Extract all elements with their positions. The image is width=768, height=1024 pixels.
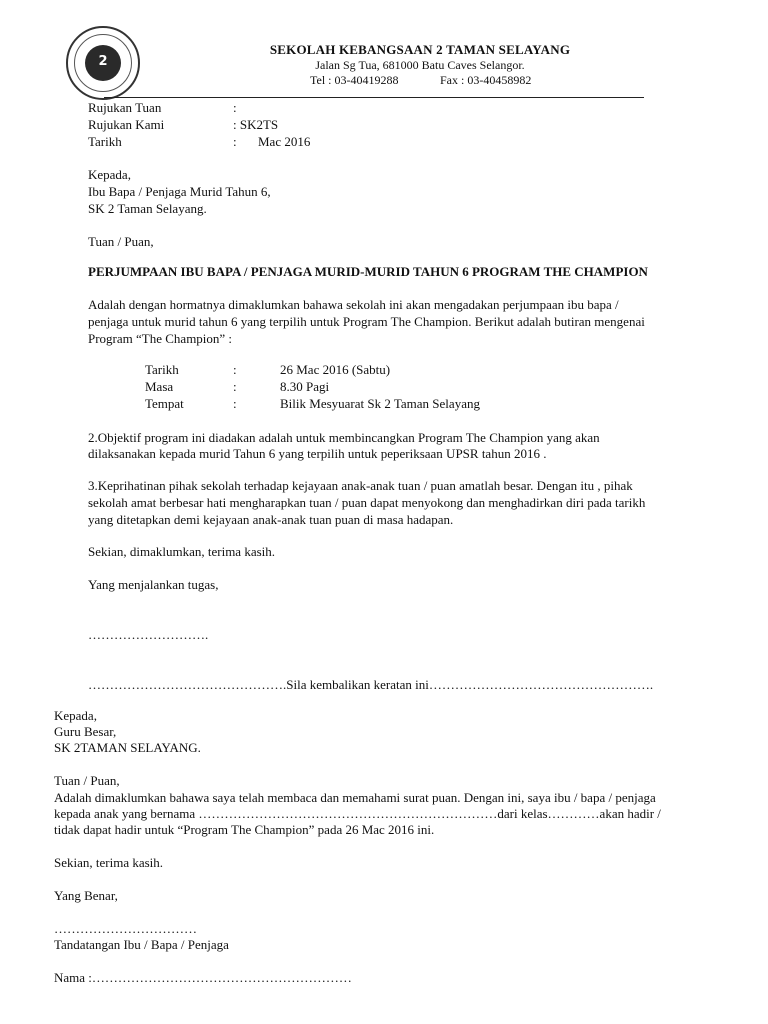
detail-label-tempat: Tempat — [145, 396, 184, 411]
detail-value-tempat: Bilik Mesyuarat Sk 2 Taman Selayang — [280, 396, 480, 411]
para3-line-2: sekolah amat berbesar hati mengharapkan tuan / puan dapat menyokong dan menghadirkan diri pada tarikh — [88, 495, 646, 510]
detail-label-tarikh: Tarikh — [145, 362, 179, 377]
para1-line-2: penjaga untuk murid tahun 6 yang terpilih untuk Program The Champion. Berikut adalah butiran mengenai — [88, 314, 645, 329]
slip-to-line-3: SK 2TAMAN SELAYANG. — [54, 740, 201, 755]
recipient-line-3: SK 2 Taman Selayang. — [88, 201, 207, 216]
sender-designation: Yang menjalankan tugas, — [88, 577, 219, 592]
rujukan-kami-value: : SK2TS — [233, 117, 279, 132]
tarikh-colon: : — [233, 134, 237, 149]
slip-body-line-1: Adalah dimaklumkan bahawa saya telah membaca dan memahami surat puan. Dengan ini, saya ibu / bapa / penjaga — [54, 790, 656, 805]
slip-salutation: Tuan / Puan, — [54, 773, 120, 788]
detail-colon: : — [233, 362, 237, 377]
school-tel: Tel : 03-40419288 — [310, 73, 399, 87]
tarikh-label: Tarikh — [88, 134, 122, 149]
cut-line: ……………………………………….Sila kembalikan keratan ini……………………………………………. — [88, 677, 654, 692]
detail-colon: : — [233, 396, 237, 411]
signature-line: ………………………. — [88, 627, 209, 642]
recipient-line-2: Ibu Bapa / Penjaga Murid Tahun 6, — [88, 184, 271, 199]
para3-line-1: 3.Keprihatinan pihak sekolah terhadap kejayaan anak-anak tuan / puan amatlah besar. Dengan itu , pihak — [88, 478, 633, 493]
slip-closing: Sekian, terima kasih. — [54, 855, 164, 870]
rujukan-tuan-value: : — [233, 100, 237, 115]
para2-line-1: 2.Objektif program ini diadakan adalah untuk membincangkan Program The Champion yang akan — [88, 430, 600, 445]
detail-label-masa: Masa — [145, 379, 174, 394]
header-divider — [104, 97, 644, 98]
slip-signature-line: …………………………… — [54, 921, 197, 936]
school-fax: Fax : 03-40458982 — [440, 73, 532, 87]
slip-signature-label: Tandatangan Ibu / Bapa / Penjaga — [54, 937, 229, 952]
detail-value-tarikh: 26 Mac 2016 (Sabtu) — [280, 362, 391, 377]
school-name: SEKOLAH KEBANGSAAN 2 TAMAN SELAYANG — [269, 42, 571, 57]
salutation: Tuan / Puan, — [88, 234, 154, 249]
slip-yang-benar: Yang Benar, — [54, 888, 118, 903]
tarikh-value: Mac 2016 — [258, 134, 311, 149]
para3-line-3: yang ditetapkan demi kejayaan anak-anak tuan puan di masa hadapan. — [88, 512, 454, 527]
letter-subject: PERJUMPAAN IBU BAPA / PENJAGA MURID-MURID TAHUN 6 PROGRAM THE CHAMPION — [88, 264, 648, 279]
para2-line-2: dilaksanakan kepada murid Tahun 6 yang terpilih untuk peperiksaan UPSR tahun 2016 . — [88, 446, 547, 461]
slip-nama-field: Nama :…………………………………………………… — [54, 970, 352, 985]
rujukan-tuan-label: Rujukan Tuan — [88, 100, 162, 115]
slip-body-line-2: kepada anak yang bernama ……………………………………………………………dari kelas…………akan hadir / — [54, 806, 661, 821]
school-address: Jalan Sg Tua, 681000 Batu Caves Selangor. — [315, 58, 525, 72]
slip-to-line-2: Guru Besar, — [54, 724, 117, 739]
para1-line-1: Adalah dengan hormatnya dimaklumkan bahawa sekolah ini akan mengadakan perjumpaan ibu bapa / — [88, 297, 619, 312]
recipient-line-1: Kepada, — [88, 167, 131, 182]
slip-body-line-3: tidak dapat hadir untuk “Program The Champion” pada 26 Mac 2016 ini. — [54, 822, 435, 837]
para1-line-3: Program “The Champion” : — [88, 331, 233, 346]
rujukan-kami-label: Rujukan Kami — [88, 117, 165, 132]
slip-to-line-1: Kepada, — [54, 708, 97, 723]
logo-number: 2 — [98, 54, 108, 69]
closing-line: Sekian, dimaklumkan, terima kasih. — [88, 544, 276, 559]
detail-value-masa: 8.30 Pagi — [280, 379, 330, 394]
detail-colon: : — [233, 379, 237, 394]
